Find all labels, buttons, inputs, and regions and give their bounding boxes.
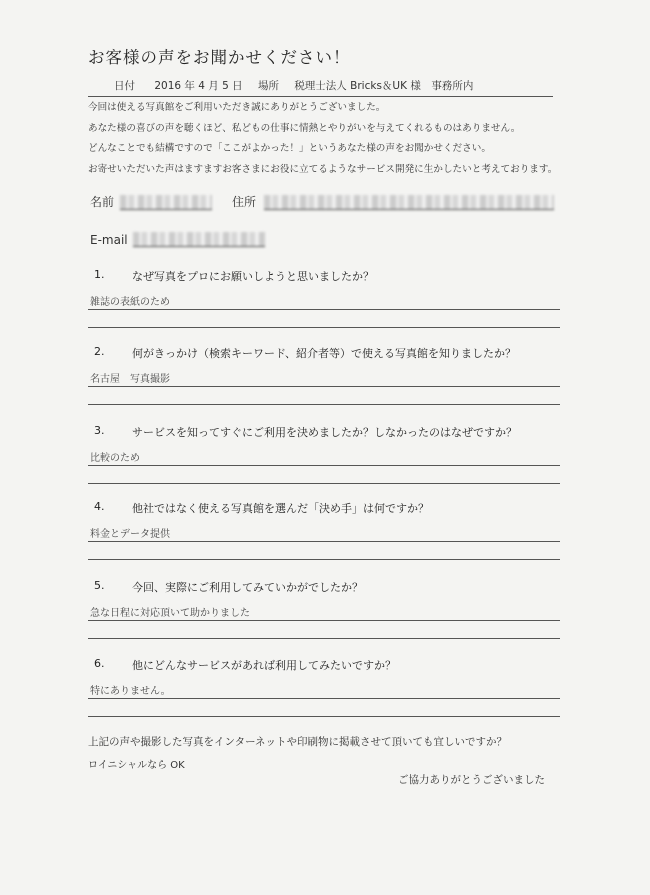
question-number: 5.	[94, 579, 105, 592]
question-text: 他社ではなく使える写真館を選んだ「決め手」は何ですか？	[132, 502, 429, 515]
answer-line	[88, 638, 560, 639]
answer-line	[88, 404, 560, 405]
address-field	[232, 193, 554, 210]
address-redacted	[264, 195, 554, 210]
answer-text: 特にありません。	[90, 686, 171, 697]
date-place-line	[88, 78, 553, 97]
question-text: サービスを知ってすぐにご利用を決めましたか？しなかったのはなぜですか？	[132, 426, 517, 439]
page-title: お客様の声をお聞かせください！	[88, 48, 351, 67]
answer-text: 急な日程に対応頂いて助かりました	[90, 608, 250, 619]
answer-line	[88, 309, 560, 310]
intro-line: お寄せいただいた声はますますお客さまにお役に立てるようなサービス開発に生かしたいと考えております。	[88, 163, 558, 175]
question-2	[88, 345, 560, 405]
question-3	[88, 424, 560, 484]
answer-text: 名古屋 写真撮影	[90, 374, 170, 385]
address-label: 住所	[232, 195, 257, 209]
consent-answer: ロイニシャルなら OK	[88, 760, 185, 771]
answer-text: 雑誌の表紙のため	[90, 297, 170, 308]
question-1	[88, 268, 560, 328]
name-redacted	[120, 195, 212, 210]
answer-text: 比較のため	[90, 453, 140, 464]
question-text: なぜ写真をプロにお願いしようと思いましたか？	[132, 270, 374, 283]
place-value: 税理士法人 Bricks＆UK 様 事務所内	[294, 80, 474, 92]
place-label: 場所	[257, 80, 279, 92]
question-5	[88, 579, 560, 639]
date-label: 日付	[114, 80, 135, 92]
question-number: 4.	[94, 500, 105, 513]
closing-thanks: ご協力ありがとうございました	[398, 774, 545, 786]
email-field	[90, 232, 265, 247]
question-text: 今回、実際にご利用してみていかがでしたか？	[132, 581, 363, 594]
answer-line	[88, 559, 560, 560]
consent-question: 上記の声や撮影した写真をインターネットや印刷物に掲載させて頂いても宜しいですか？	[88, 736, 508, 748]
email-label: E-mail	[90, 233, 128, 247]
answer-line	[88, 620, 560, 621]
intro-line: 今回は使える写真館をご利用いただき誠にありがとうございました。	[88, 102, 386, 113]
question-text: 他にどんなサービスがあれば利用してみたいですか？	[132, 659, 396, 672]
date-value: 2016 年 4 月 5 日	[154, 80, 243, 92]
answer-line	[88, 716, 560, 717]
answer-line	[88, 327, 560, 328]
answer-text: 料金とデータ提供	[90, 529, 170, 540]
question-4	[88, 500, 560, 560]
question-number: 2.	[94, 345, 105, 358]
question-number: 1.	[94, 268, 105, 281]
answer-line	[88, 465, 560, 466]
name-field	[90, 193, 212, 210]
answer-line	[88, 483, 560, 484]
question-number: 6.	[94, 657, 105, 670]
intro-text	[88, 98, 568, 180]
answer-line	[88, 386, 560, 387]
question-number: 3.	[94, 424, 105, 437]
question-text: 何がきっかけ（検索キーワード、紹介者等）で使える写真館を知りましたか？	[132, 347, 517, 360]
email-redacted	[133, 232, 265, 247]
name-label: 名前	[90, 195, 115, 209]
intro-line: あなた様の喜びの声を聴くほど、私どもの仕事に情熱とやりがいを与えてくれるものはありません。	[88, 122, 521, 134]
answer-line	[88, 541, 560, 542]
intro-line: どんなことでも結構ですので「ここがよかった！」というあなた様の声をお聞かせください。	[88, 143, 491, 154]
answer-line	[88, 698, 560, 699]
question-6	[88, 657, 560, 717]
